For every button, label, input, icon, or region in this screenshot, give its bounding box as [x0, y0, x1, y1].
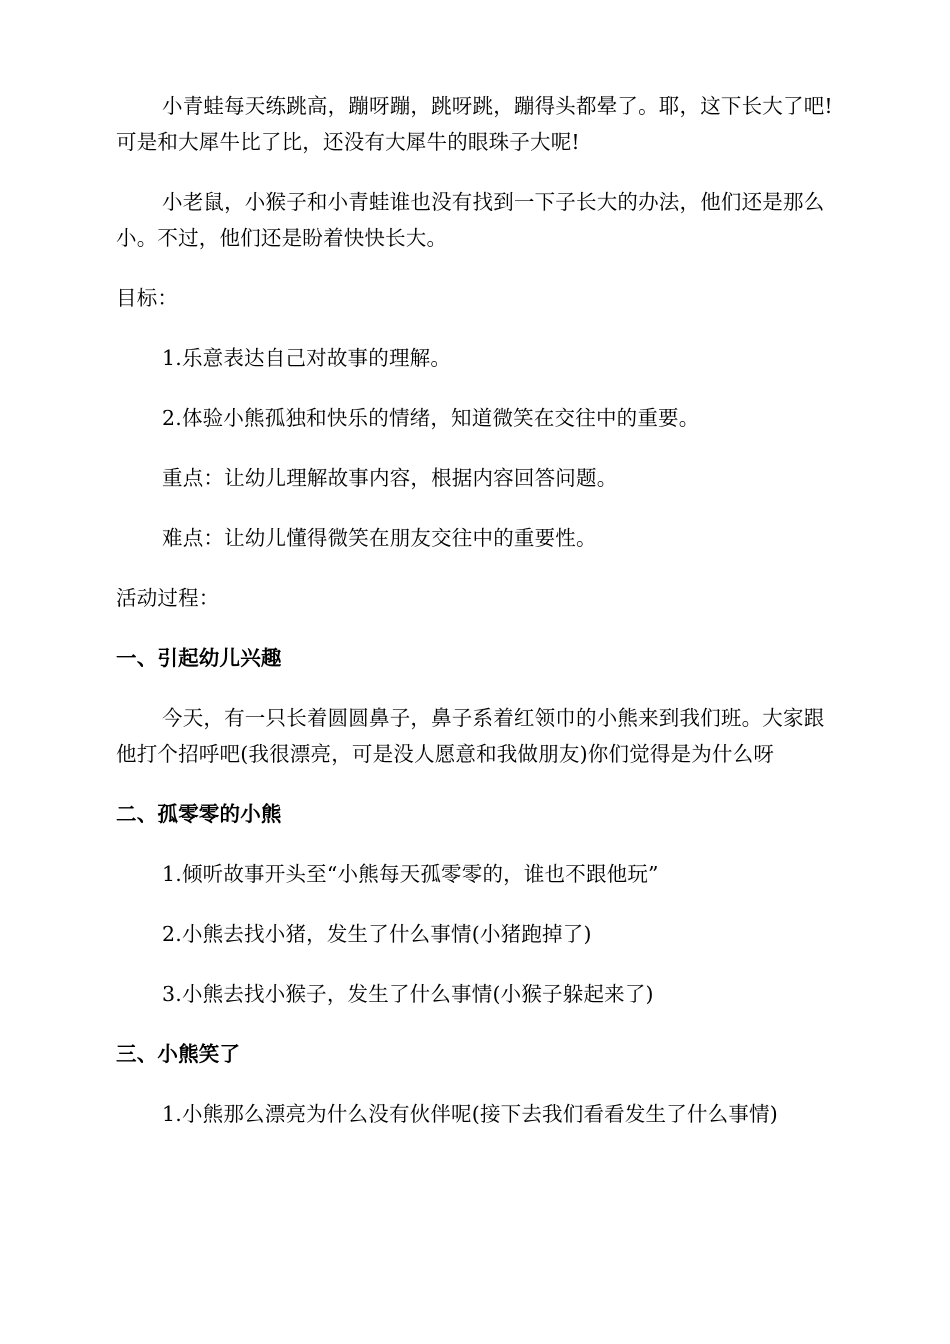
section-2-item-2: 2.小熊去找小猪，发生了什么事情(小猪跑掉了)	[162, 922, 592, 946]
section-heading-1: 一、引起幼儿兴趣	[116, 646, 282, 670]
section-3-item-1: 1.小熊那么漂亮为什么没有伙伴呢(接下去我们看看发生了什么事情)	[162, 1102, 778, 1126]
process-label: 活动过程：	[116, 586, 220, 610]
paragraph-summary: 小老鼠，小猴子和小青蛙谁也没有找到一下子长大的办法，他们还是那么小。不过，他们还是盼着快快长大。	[116, 190, 825, 250]
goal-item-2: 2.体验小熊孤独和快乐的情绪，知道微笑在交往中的重要。	[162, 406, 700, 430]
goal-item-1: 1.乐意表达自己对故事的理解。	[162, 346, 452, 370]
document-body	[116, 88, 836, 1132]
paragraph-frog: 小青蛙每天练跳高，蹦呀蹦，跳呀跳，蹦得头都晕了。耶，这下长大了吧!可是和大犀牛比了比，还没有大犀牛的眼珠子大呢!	[116, 94, 833, 154]
section-heading-3: 三、小熊笑了	[116, 1042, 241, 1066]
section-heading-2: 二、孤零零的小熊	[116, 802, 282, 826]
key-point: 重点：让幼儿理解故事内容，根据内容回答问题。	[162, 466, 618, 490]
section-1-text: 今天，有一只长着圆圆鼻子，鼻子系着红领巾的小熊来到我们班。大家跟他打个招呼吧(我很漂亮，可是没人愿意和我做朋友)你们觉得是为什么呀	[116, 706, 825, 766]
difficulty-point: 难点：让幼儿懂得微笑在朋友交往中的重要性。	[162, 526, 597, 550]
section-2-item-3: 3.小熊去找小猴子，发生了什么事情(小猴子躲起来了)	[162, 982, 654, 1006]
section-2-item-1: 1.倾听故事开头至“小熊每天孤零零的，谁也不跟他玩”	[162, 862, 659, 886]
goals-label: 目标：	[116, 286, 179, 310]
